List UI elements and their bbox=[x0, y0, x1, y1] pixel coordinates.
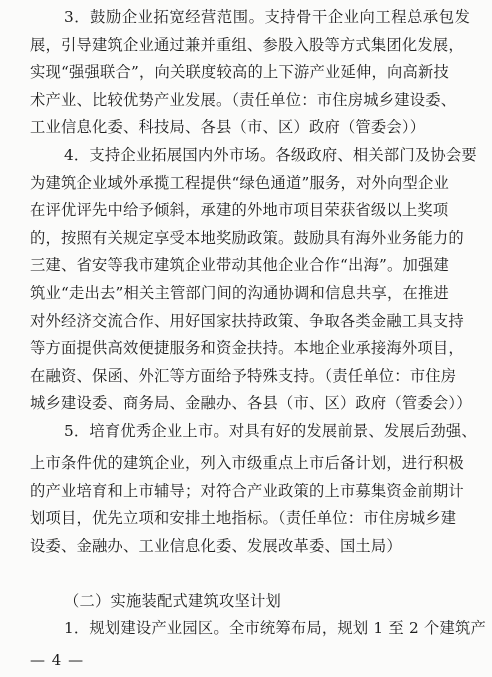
text-line: 4．支持企业拓展国内外市场。各级政府、相关部门及协会要 bbox=[64, 146, 477, 164]
section-heading bbox=[30, 588, 466, 616]
text-line: 筑业“走出去”相关主管部门间的沟通协调和信息共享，在推进 bbox=[30, 283, 449, 302]
paragraph-item-3 bbox=[30, 4, 471, 142]
heading-line: （二）实施装配式建筑攻坚计划 bbox=[64, 592, 281, 610]
text-line: 5．培育优秀企业上市。对具有好的发展前景、发展后劲强、 bbox=[64, 421, 477, 440]
paragraph-item-4 bbox=[30, 142, 477, 446]
text-line: 的产业培育和上市辅导；对符合产业政策的上市募集资金前期计 bbox=[30, 481, 464, 500]
text-line: 的，按照有关规定享受本地奖励政策。鼓励具有海外业务能力的 bbox=[30, 228, 464, 247]
text-line: 在评优评先中给予倾斜，承建的外地市项目荣获省级以上奖项 bbox=[30, 201, 449, 220]
text-line: 展，引导建筑企业通过兼并重组、参股入股等方式集团化发展， bbox=[30, 35, 464, 54]
text-line: 对外经济交流合作、用好国家扶持政策、争取各类金融工具支持 bbox=[30, 311, 464, 330]
paragraph-item-5-continued bbox=[30, 450, 466, 560]
text-line: 城乡建设委、商务局、金融办、各县（市、区）政府（管委会）） bbox=[30, 394, 472, 413]
text-line: 在融资、保函、外汇等方面给予特殊支持。（责任单位：市住房 bbox=[30, 366, 457, 385]
paragraph-item-1 bbox=[30, 615, 486, 643]
text-line: 上市条件优的建筑企业，列入市级重点上市后备计划，进行积极 bbox=[30, 454, 464, 472]
page-number: — 4 — bbox=[30, 651, 85, 669]
text-line: 为建筑企业域外承揽工程提供“绿色通道”服务，对外向型企业 bbox=[30, 173, 449, 192]
text-line: 三建、省安等我市建筑企业带动其他企业合作“出海”。加强建 bbox=[30, 256, 449, 275]
text-line: 等方面提供高效便捷服务和资金扶持。本地企业承接海外项目， bbox=[30, 339, 464, 358]
text-line: 术产业、比较优势产业发展。（责任单位：市住房城乡建设委、 bbox=[30, 90, 457, 109]
text-line: 设委、金融办、工业信息化委、发展改革委、国土局） bbox=[30, 536, 402, 555]
text-line: 工业信息化委、科技局、各县（市、区）政府（管委会）） bbox=[30, 118, 426, 137]
text-line: 3．鼓励企业拓宽经营范围。支持骨干企业向工程总承包发 bbox=[64, 8, 471, 26]
text-line: 实现“强强联合”，向关联度较高的上下游产业延伸，向高新技 bbox=[30, 63, 449, 82]
text-line: 划项目，优先立项和安排土地指标。（责任单位：市住房城乡建 bbox=[30, 509, 457, 528]
text-line: 1．规划建设产业园区。全市统筹布局，规划 1 至 2 个建筑产 bbox=[64, 619, 486, 637]
